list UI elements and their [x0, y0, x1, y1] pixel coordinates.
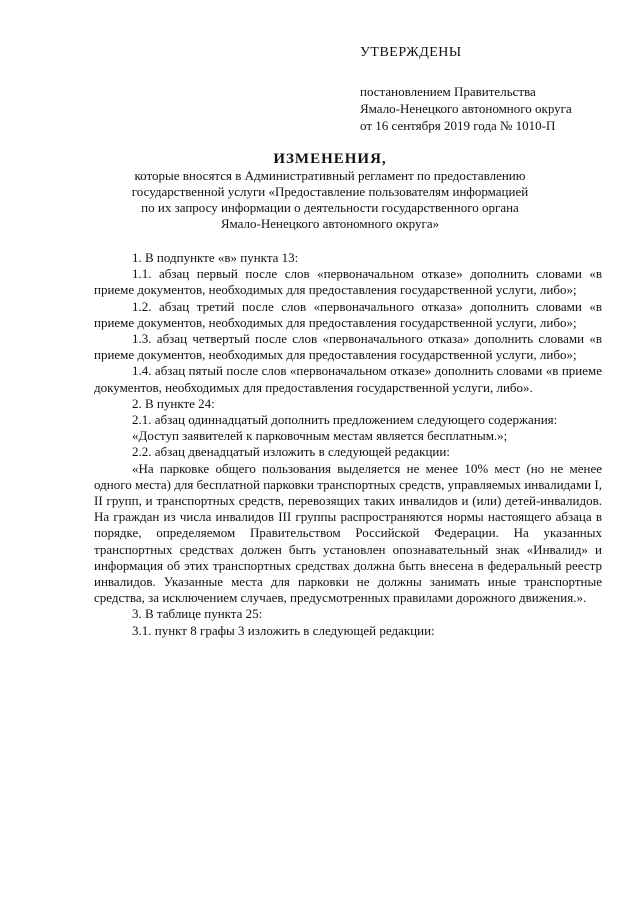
paragraph-3-1: 3.1. пункт 8 графы 3 изложить в следующей редакции: — [132, 622, 435, 638]
paragraph-2: 2. В пункте 24: — [132, 395, 215, 411]
paragraph-1-3: 1.3. абзац четвертый после слов «первоначального отказа» дополнить словами «в приеме документов, необходимых для предоставления государственной услуги, либо»; — [94, 331, 602, 363]
paragraph-2-2-quote: «На парковке общего пользования выделяется не менее 10% мест (но не менее одного места) для бесплатной парковки транспортных средств, управляемых инвалидами I, II групп, и транспортных средств, перевозящих таких инвалидов и (или) детей-инвалидов. На граждан из числа инвалидов III группы распространяются нормы настоящего абзаца в порядке, определяемом Правительством Российской Федерации. На указанных транспортных средствах должен быть установлен опознавательный знак «Инвалид» и информация об этих транспортных средствах должна быть внесена в федеральный реестр инвалидов. Указанные места для парковки не должны занимать иные транспортные средства, за исключением случаев, предусмотренных правилами дорожного движения.». — [94, 460, 602, 606]
document-subtitle-line: Ямало-Ненецкого автономного округа» — [220, 216, 440, 231]
document-subtitle-line: по их запросу информации о деятельности государственного органа — [141, 200, 519, 215]
paragraph-1-4: 1.4. абзац пятый после слов «первоначальном отказе» дополнить словами «в приеме документов, необходимых для предоставления государственной услуги, либо». — [94, 363, 602, 395]
paragraph-2-1-quote: «Доступ заявителей к парковочным местам является бесплатным.»; — [132, 428, 508, 444]
approval-line: постановлением Правительства — [360, 84, 536, 99]
document-subtitle-line: государственной услуги «Предоставление пользователям информацией — [131, 184, 529, 199]
paragraph-1-1: 1.1. абзац первый после слов «первоначальном отказе» дополнить словами «в приеме документов, необходимых для предоставления государственной услуги, либо»; — [94, 266, 602, 298]
paragraph-2-1: 2.1. абзац одиннадцатый дополнить предложением следующего содержания: — [132, 412, 558, 428]
document-subtitle-line: которые вносятся в Административный регламент по предоставлению — [134, 168, 526, 183]
title-block — [60, 150, 600, 232]
document-body — [94, 250, 602, 639]
approval-stamp — [360, 44, 572, 134]
paragraph-1: 1. В подпункте «в» пункта 13: — [132, 250, 299, 265]
document-title: ИЗМЕНЕНИЯ, — [273, 151, 387, 167]
approval-heading: УТВЕРЖДЕНЫ — [360, 45, 462, 60]
paragraph-1-2: 1.2. абзац третий после слов «первоначального отказа» дополнить словами «в приеме документов, необходимых для предоставления государственной услуги, либо»; — [94, 298, 602, 330]
paragraph-2-2: 2.2. абзац двенадцатый изложить в следующей редакции: — [132, 444, 450, 460]
approval-line: от 16 сентября 2019 года № 1010-П — [360, 118, 556, 133]
approval-line: Ямало-Ненецкого автономного округа — [360, 101, 572, 116]
paragraph-3: 3. В таблице пункта 25: — [132, 606, 263, 622]
